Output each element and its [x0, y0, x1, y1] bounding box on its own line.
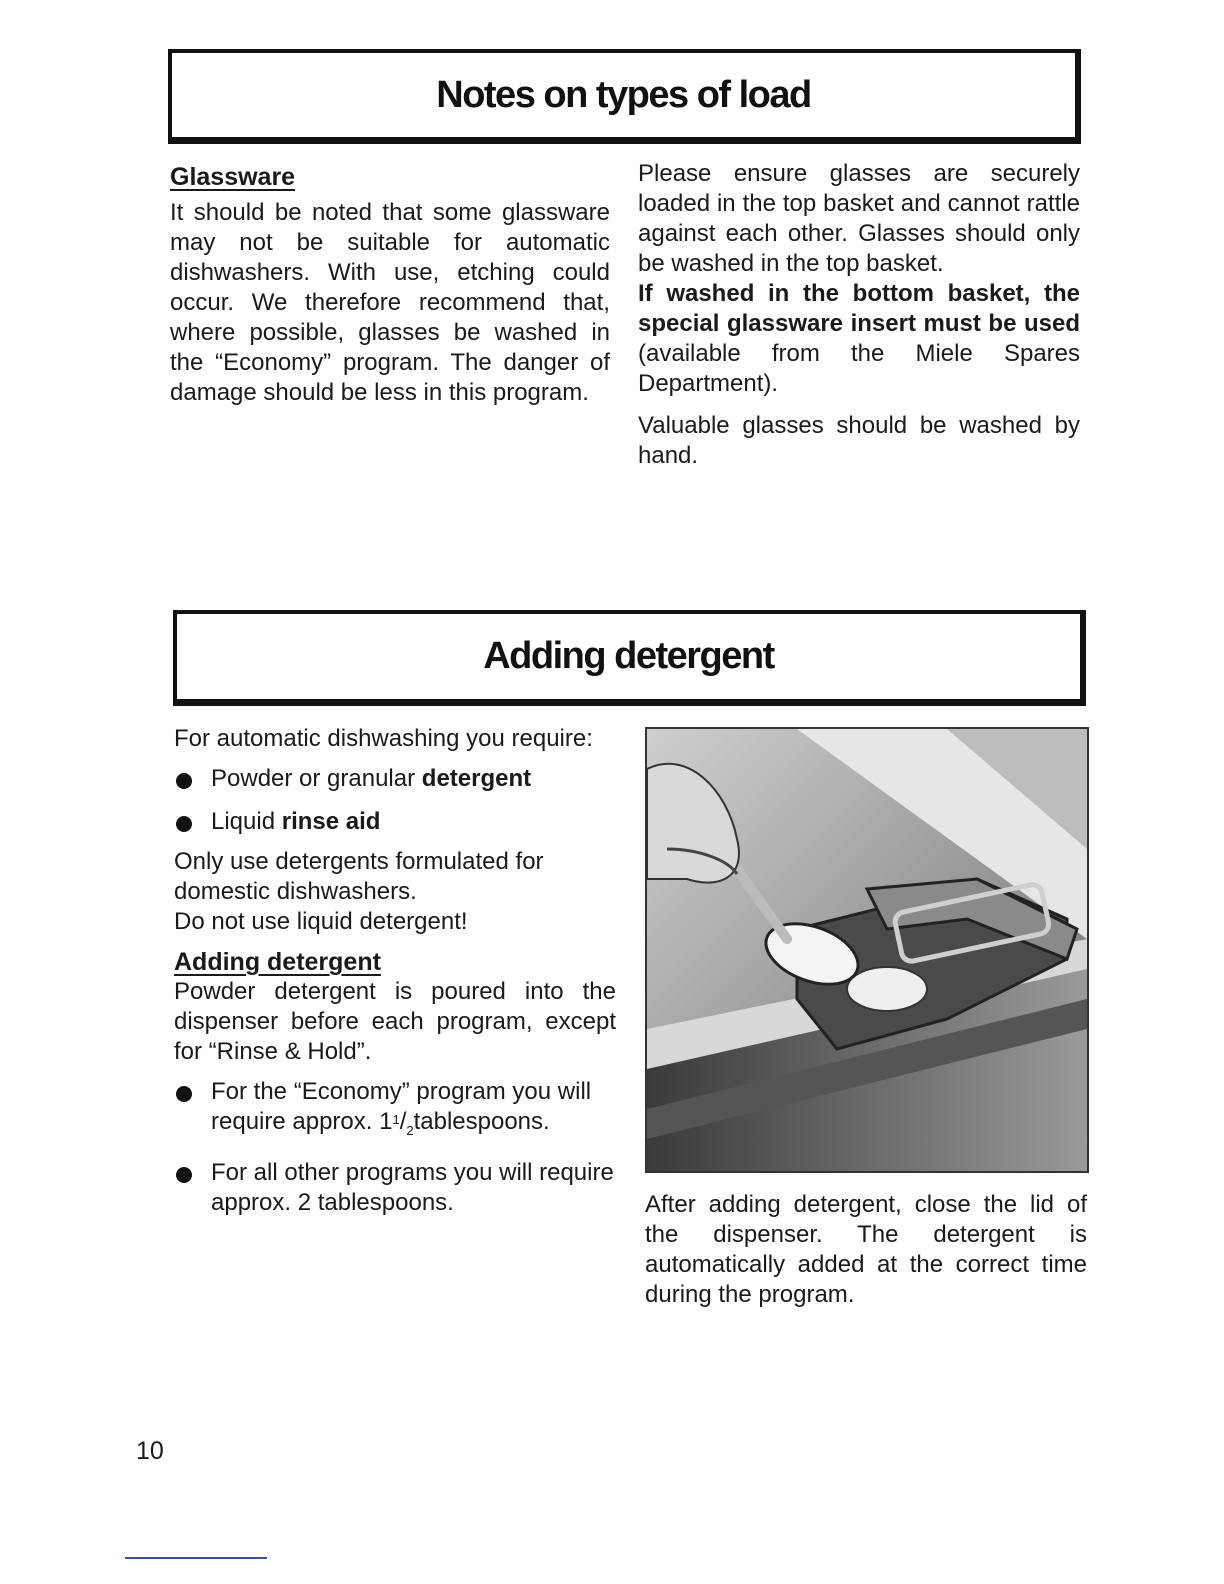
list-item: [174, 807, 616, 837]
glassware-insert-rest: (available from the Miele Spares Department).: [638, 340, 1080, 397]
bullet-text: tablespoons.: [413, 1108, 550, 1135]
glassware-loading-text: Please ensure glasses are securely loaded in the top basket and cannot rattle against each other. Glasses should only be washed in the top basket.: [638, 160, 1080, 277]
footer-divider: [125, 1557, 267, 1559]
fraction-denominator: 2: [406, 1122, 414, 1138]
page-number: 10: [136, 1437, 164, 1465]
quantity-list: [174, 1077, 616, 1218]
fraction-numerator: 1: [392, 1112, 400, 1127]
glassware-right-column: [638, 159, 1080, 471]
glassware-text: It should be noted that some glassware may not be suitable for automatic dishwashers. With use, etching could occur. We therefore recommend that, where possible, glasses be washed in the “Economy” program. The danger of damage should be less in this program.: [170, 199, 610, 406]
detergent-note-2: Do not use liquid detergent!: [174, 908, 468, 935]
valuable-glasses-text: Valuable glasses should be washed by hand.: [638, 412, 1080, 469]
list-item: [174, 764, 616, 794]
bullet-bold: rinse aid: [281, 808, 381, 835]
fraction: $^1/_2$: [392, 1108, 414, 1138]
detergent-intro: For automatic dishwashing you require:: [174, 725, 593, 752]
bullet-bold: detergent: [421, 765, 532, 792]
photo-caption: After adding detergent, close the lid of the dispenser. The detergent is automatically added at the correct time during the program.: [645, 1191, 1087, 1308]
glassware-insert-text: [638, 279, 1080, 399]
detergent-dispenser-photo: [645, 727, 1089, 1173]
requirements-list: [174, 764, 616, 837]
list-item: [174, 1077, 616, 1146]
detergent-caption-column: [645, 1190, 1087, 1310]
section-title-box-load-types: [168, 49, 1081, 144]
bullet-text: Powder or granular: [211, 765, 422, 792]
detergent-note-1: Only use detergents formulated for domestic dishwashers.: [174, 848, 544, 905]
glassware-insert-bold: If washed in the bottom basket, the special glassware insert must be used: [638, 280, 1080, 337]
section-title: Notes on types of load: [436, 73, 811, 116]
bullet-text: Liquid: [211, 808, 282, 835]
bullet-text: For the “Economy” program you will require approx. 1: [211, 1078, 592, 1135]
bullet-text: For all other programs you will require approx. 2 tablespoons.: [211, 1158, 614, 1216]
detergent-left-column: [174, 724, 616, 1218]
section-title-box-detergent: [173, 610, 1086, 706]
adding-detergent-heading: Adding detergent: [174, 948, 381, 976]
powder-detergent-text: Powder detergent is poured into the dispenser before each program, except for “Rinse & Hold”.: [174, 978, 616, 1065]
glassware-heading: Glassware: [170, 163, 296, 191]
list-item: [174, 1158, 616, 1218]
section-title: Adding detergent: [483, 635, 774, 677]
glassware-left-column: [170, 162, 610, 408]
dispenser-illustration: [647, 729, 1087, 1171]
